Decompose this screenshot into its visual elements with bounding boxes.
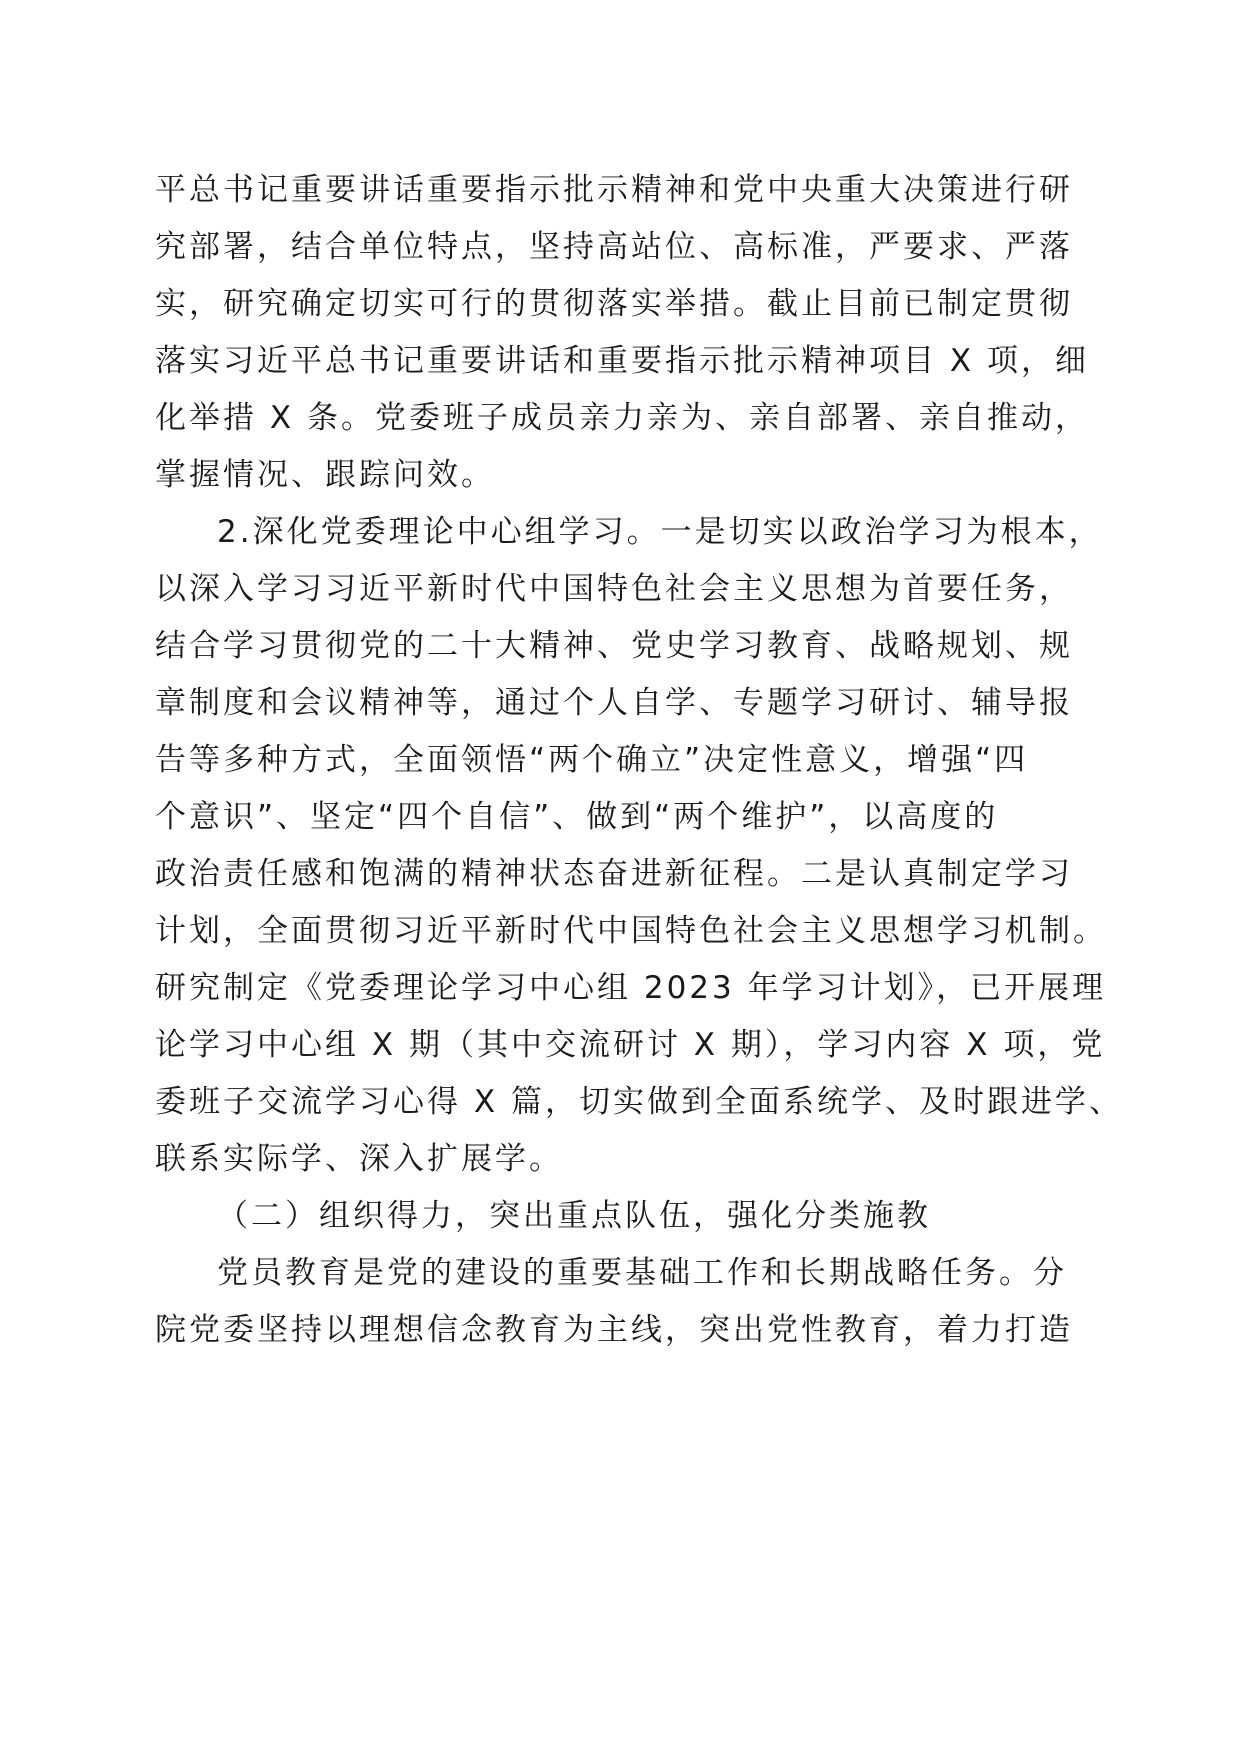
text-line-1: 平总书记重要讲话重要指示批示精神和党中央重大决策进行研	[155, 172, 1073, 208]
text-line-2: 究部署，结合单位特点，坚持高站位、高标准，严要求、严落	[155, 229, 1073, 265]
text-line-11: 告等多种方式，全面领悟“两个确立”决定性意义，增强“四	[155, 742, 1029, 778]
text-line-18: 联系实际学、深入扩展学。	[155, 1141, 563, 1177]
paragraph-start: 党员教育是党的建设的重要基础工作和长期战略任务。分	[217, 1255, 1067, 1291]
text-line-17: 委班子交流学习心得 X 篇，切实做到全面系统学、及时跟进学、	[155, 1084, 1123, 1120]
text-line-21: 院党委坚持以理想信念教育为主线，突出党性教育，着力打造	[155, 1312, 1073, 1348]
text-line-4: 落实习近平总书记重要讲话和重要指示批示精神项目 X 项，细	[155, 343, 1089, 379]
section-heading: （二）组织得力，突出重点队伍，强化分类施教	[217, 1198, 931, 1234]
text-line-3: 实，研究确定切实可行的贯彻落实举措。截止目前已制定贯彻	[155, 286, 1073, 322]
text-line-8: 以深入学习习近平新时代中国特色社会主义思想为首要任务，	[155, 571, 1073, 607]
text-line-9: 结合学习贯彻党的二十大精神、党史学习教育、战略规划、规	[155, 628, 1073, 664]
text-line-12: 个意识”、坚定“四个自信”、做到“两个维护”，以高度的	[155, 799, 999, 835]
text-line-13: 政治责任感和饱满的精神状态奋进新征程。二是认真制定学习	[155, 856, 1073, 892]
text-line-14: 计划，全面贯彻习近平新时代中国特色社会主义思想学习机制。	[155, 913, 1107, 949]
text-line-6: 掌握情况、跟踪问效。	[155, 457, 495, 493]
paragraph-heading-2: 2.深化党委理论中心组学习。一是切实以政治学习为根本，	[217, 514, 1103, 550]
text-line-10: 章制度和会议精神等，通过个人自学、专题学习研讨、辅导报	[155, 685, 1073, 721]
text-line-15: 研究制定《党委理论学习中心组 2023 年学习计划》，已开展理	[155, 970, 1107, 1006]
text-line-5: 化举措 X 条。党委班子成员亲力亲为、亲自部署、亲自推动，	[155, 400, 1089, 436]
text-line-16: 论学习中心组 X 期（其中交流研讨 X 期），学习内容 X 项，党	[155, 1027, 1106, 1063]
